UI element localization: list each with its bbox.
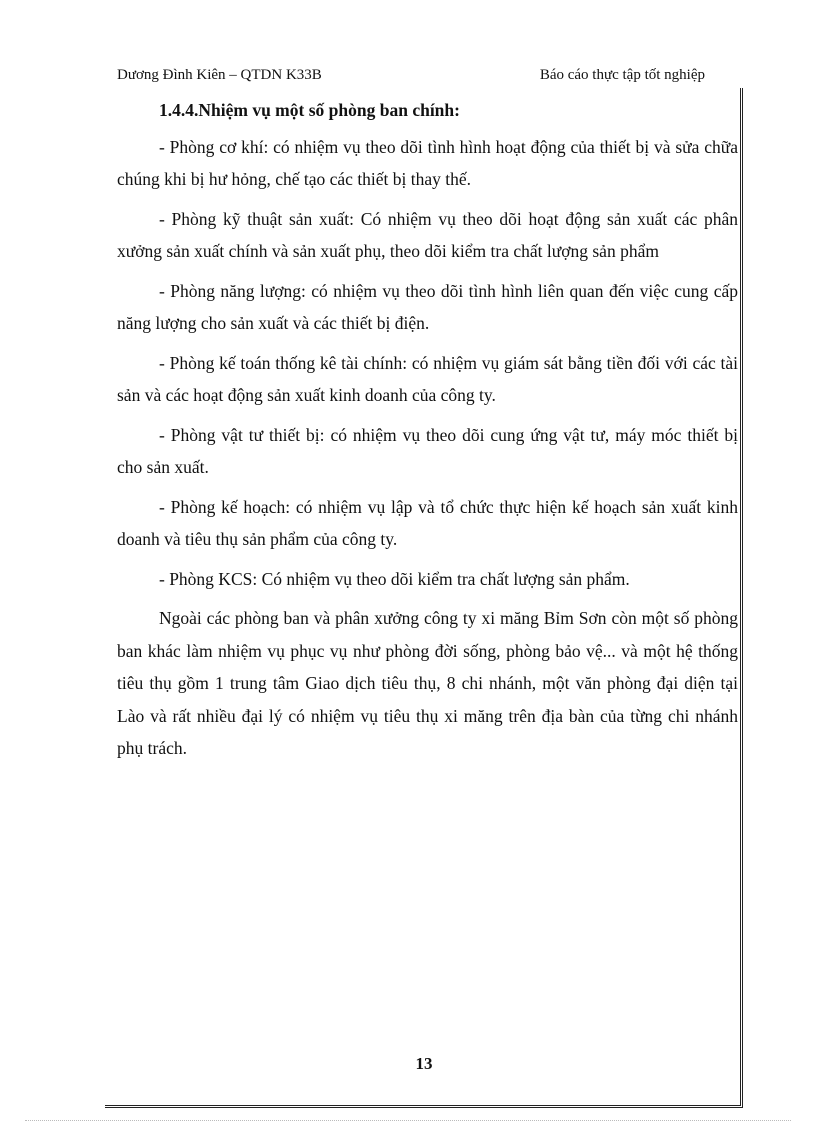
paragraph-vat-tu: - Phòng vật tư thiết bị: có nhiệm vụ theo dõi cung ứng vật tư, máy móc thiết bị cho sản xuất. bbox=[117, 424, 738, 477]
header-report-title: Báo cáo thực tập tốt nghiệp bbox=[539, 67, 705, 83]
paragraph-kcs: - Phòng KCS: Có nhiệm vụ theo dõi kiểm tra chất lượng sản phẩm. bbox=[159, 568, 630, 589]
document-body bbox=[117, 94, 738, 772]
paragraph-ke-hoach: - Phòng kế hoạch: có nhiệm vụ lập và tổ chức thực hiện kế hoạch sản xuất kinh doanh và tiêu thụ sản phẩm của công ty. bbox=[117, 496, 738, 549]
paragraph-ky-thuat: - Phòng kỹ thuật sản xuất: Có nhiệm vụ theo dõi hoạt động sản xuất các phân xưởng sản xuất chính và sản xuất phụ, theo dõi kiểm tra chất lượng sản phẩm bbox=[117, 208, 738, 261]
paragraph-nang-luong: - Phòng năng lượng: có nhiệm vụ theo dõi tình hình liên quan đến việc cung cấp năng lượng cho sản xuất và các thiết bị điện. bbox=[117, 280, 738, 333]
section-title: 1.4.4.Nhiệm vụ một số phòng ban chính: bbox=[159, 100, 460, 120]
paragraph-co-khi: - Phòng cơ khí: có nhiệm vụ theo dõi tình hình hoạt động của thiết bị và sửa chữa chúng khi bị hư hỏng, chế tạo các thiết bị thay thế. bbox=[117, 136, 738, 189]
paragraph-ke-toan: - Phòng kế toán thống kê tài chính: có nhiệm vụ giám sát bằng tiền đối với các tài sản và các hoạt động sản xuất kinh doanh của công ty. bbox=[117, 352, 738, 405]
paragraph-ngoai-cac-phong-ban: Ngoài các phòng ban và phân xưởng công ty xi măng Bỉm Sơn còn một số phòng ban khác làm nhiệm vụ phục vụ như phòng đời sống, phòng bảo vệ... và một hệ thống tiêu thụ gồm 1 trung tâm Giao dịch tiêu thụ, 8 chi nhánh, một văn phòng đại diện tại Lào và rất nhiều đại lý có nhiệm vụ tiêu thụ xi măng trên địa bàn của từng chi nhánh phụ trách. bbox=[117, 608, 738, 758]
page-number: 13 bbox=[415, 1054, 433, 1073]
header-author: Dương Đình Kiên – QTDN K33B bbox=[117, 67, 322, 83]
footer-divider bbox=[25, 1120, 791, 1121]
